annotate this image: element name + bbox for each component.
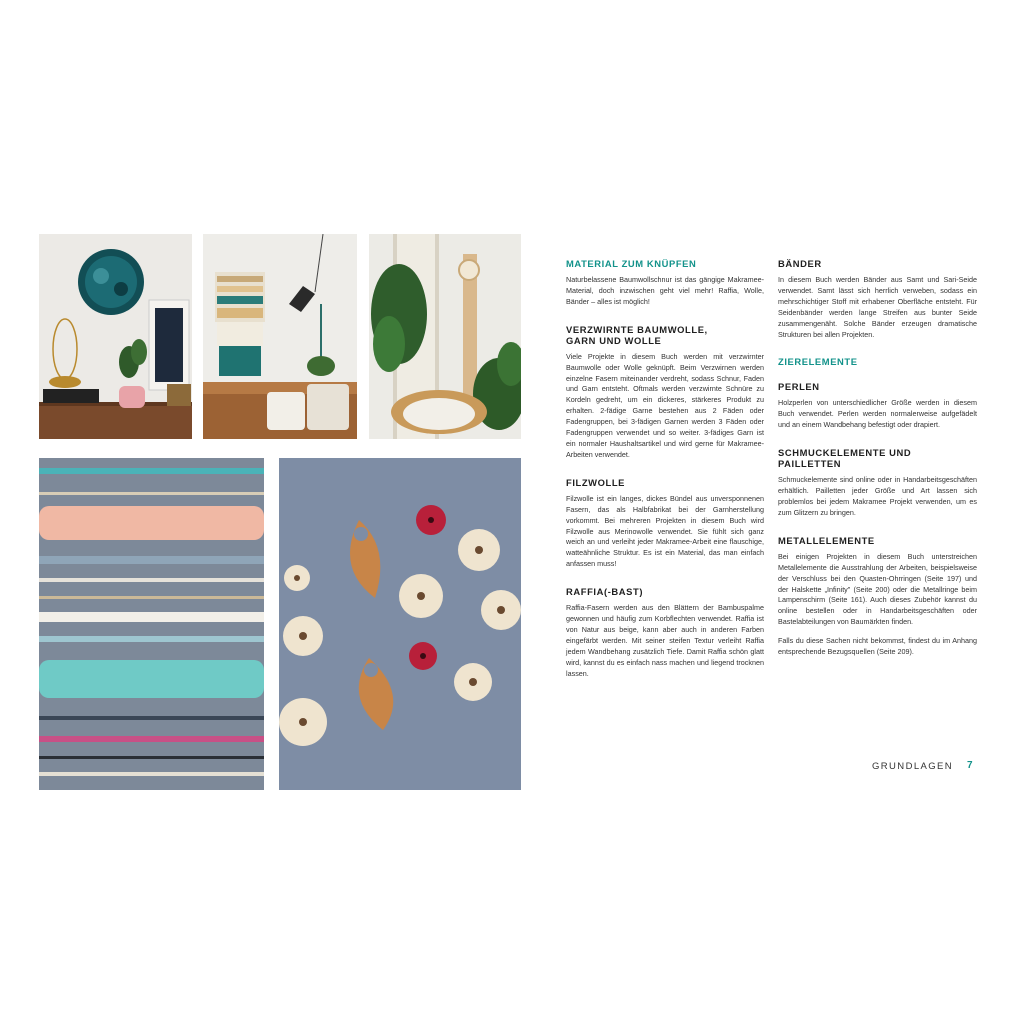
photo-yarn-samples (39, 458, 264, 790)
page-number: 7 (967, 760, 973, 771)
heading-material: MATERIAL ZUM KNÜPFEN (566, 258, 697, 269)
text-schmuck: Schmuckelemente sind online oder in Handarbeitsgeschäften erhältlich. Pailletten jeder Größe und Art lassen sich problemlos bei jedem Makramee Projekt verwenden, um es zum Glitzern zu bringen. (778, 475, 977, 517)
text-filzwolle: Filzwolle ist ein langes, dickes Bündel aus unversponnenen Fasern, das als Halbfabrikat bei der Garnherstellung vorkommt. Bei mehreren Projekten in diesem Buch wird Filzwolle aus Merinowolle verwendet. Sie fühlt sich ganz weich an und verleiht jeder Makramee-Arbeit eine flauschige, watteähnliche Struktur. Es ist ein Material, das man einfach anfassen muss! (566, 493, 764, 569)
text-column-left (566, 258, 764, 695)
heading-schmuck: SCHMUCKELEMENTE UND PAILLETTEN (778, 447, 912, 470)
text-baender: In diesem Buch werden Bänder aus Samt und Sari-Seide verwendet. Samt lässt sich herrlich verweben, sodass ein mehrschichtiger Stoff mit erhabener Oberfläche entsteht. Für Seidenbänder werden lange Streifen aus bunter Seide zusammengenäht. Solche Bänder erzeugen dramatische Strukturen bei allen Projekten. (778, 275, 977, 339)
heading-zierelemente: ZIERELEMENTE (778, 356, 858, 368)
photo-beads-leather (279, 458, 521, 790)
heading-raffia: RAFFIA(-BAST) (566, 586, 644, 598)
text-verzwirnte: Viele Projekte in diesem Buch werden mit verzwirnter Baumwolle oder Wolle geknüpft. Beim Verzwirnen werden einzelne Fasern miteinander verdreht, sodass Schnur, Faden und Garn entsteht. Oftmals werden verzwirnte Schnüre zu Kordeln gedreht, um ein dickeres, stärkeres Produkt zu erhalten. 2-fädige Garne bestehen aus 2 Fäden oder Fadengruppen, bei 3-fädigen Garnen werden 3 Fäden oder Fadengruppen verwendet und so weiter. 3-fädiges Garn ist ein normaler Haushaltsartikel und wird gerne für Makramee-Arbeiten verwendet. (566, 351, 764, 459)
text-raffia: Raffia-Fasern werden aus den Blättern der Bambuspalme gewonnen und häufig zum Korbflechten verwendet. Raffia ist von Natur aus beige, kann aber auch in anderen Farben eingefärbt werden. Mit seiner steifen Textur verleiht Raffia jedem Wandbehang zusätzlich Tiefe. Damit Raffia schön glatt wird, kannst du es einfach nass machen und liegend trocknen lassen. (566, 603, 764, 678)
heading-verzwirnte: VERZWIRNTE BAUMWOLLE, GARN UND WOLLE (566, 323, 708, 346)
text-column-right (778, 258, 977, 674)
text-metall-2: Falls du diese Sachen nicht bekommst, findest du im Anhang entsprechende Bezugsquellen (Seite 209). (778, 636, 977, 657)
photo-wall-hanging (203, 234, 357, 439)
text-metall: Bei einigen Projekten in diesem Buch unterstreichen Metallelemente die Ausstrahlung der Arbeiten, beispielsweise der Verschluss bei den Quasten-Ohrringen (Seite 197) und der Halskette „Infinity" (Seite 200) oder die Metallringe beim Lampenschirm (Seite 161). Auch dieses Zubehör kannst du online bestellen oder in Handarbeitsgeschäften oder Bastelabteilungen von Baumärkten finden. (778, 551, 977, 627)
photo-shelf-decor (39, 234, 192, 439)
text-material: Naturbelassene Baumwollschnur ist das gängige Makramee-Material, doch inzwischen geht viel mehr! Raffia, Wolle, Bänder – alles ist möglich! (566, 275, 764, 306)
footer-chapter-label: GRUNDLAGEN (872, 761, 954, 772)
heading-filzwolle: FILZWOLLE (566, 476, 626, 488)
photo-plants-macrame (369, 234, 521, 439)
heading-baender: BÄNDER (778, 258, 822, 269)
heading-metall: METALLELEMENTE (778, 534, 875, 546)
text-perlen: Holzperlen von unterschiedlicher Größe werden in diesem Buch verwendet. Perlen werden normalerweise aufgefädelt und an einem Wandbehang befestigt oder drapiert. (778, 398, 977, 430)
heading-perlen: PERLEN (778, 381, 820, 393)
